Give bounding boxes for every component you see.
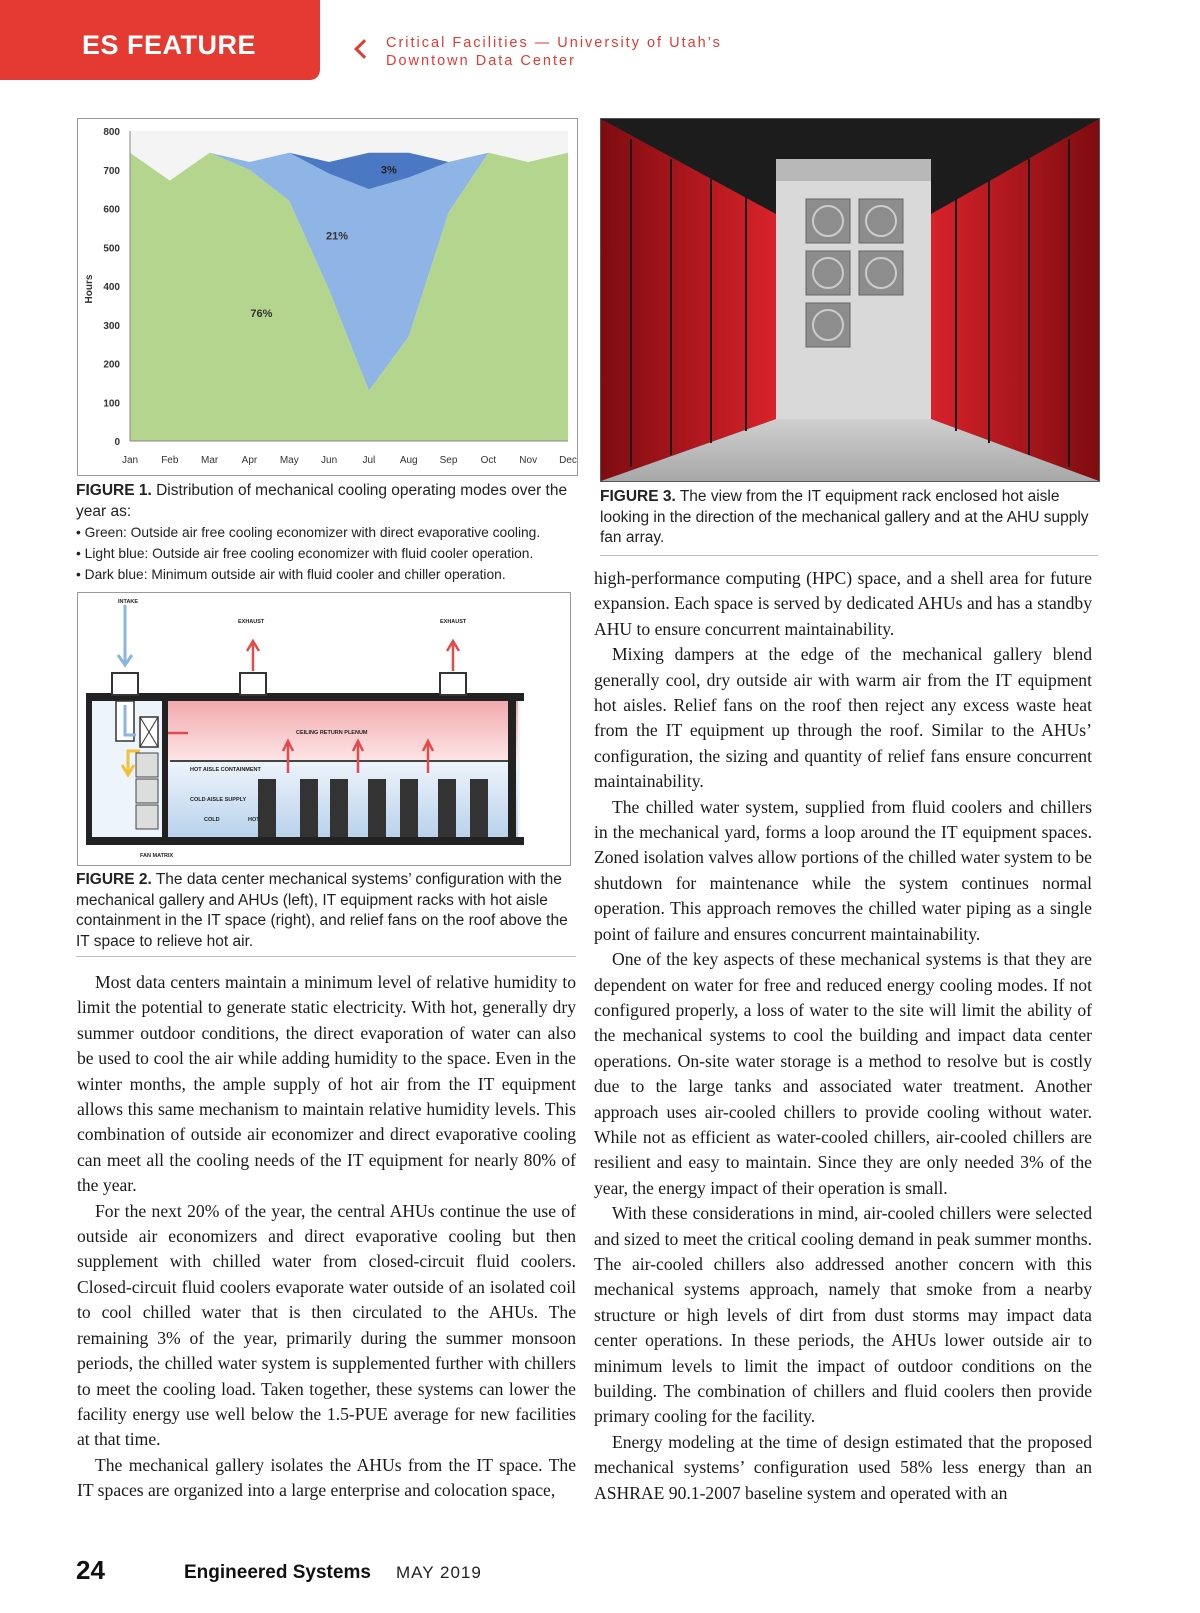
- mechanical-diagram: [78, 593, 570, 865]
- y-tick-label: 800: [103, 127, 120, 138]
- divider: [600, 555, 1098, 556]
- y-tick-label: 700: [103, 165, 120, 177]
- label-plenum: CEILING RETURN PLENUM: [296, 730, 368, 736]
- magazine-name: Engineered Systems: [184, 1562, 371, 1583]
- figure2-caption: [76, 870, 568, 952]
- paragraph: high-performance computing (HPC) space, and a shell area for future expansion. Each space is served by dedicated AHUs and has a standby AHU to ensure concurrent maintainability.: [594, 568, 1092, 639]
- figure1-caption-text: Distribution of mechanical cooling operating modes over the year as:: [76, 482, 568, 520]
- paragraph: For the next 20% of the year, the central AHUs continue the use of outside air economizers and direct evaporative cooling but then supplement with chilled water from closed-circuit fluid coolers. Closed-circuit fluid coolers evaporate water outside of an isolated coil to cool chilled water that is then circulated to the AHUs. The remaining 3% of the year, primarily during the summer monsoon periods, the chilled water system is supplemented further with chillers to meet the cooling load. Taken together, these systems can lower the facility energy use well below the 1.5-PUE average for new facilities at that time.: [77, 1200, 576, 1450]
- body-column-right: [594, 566, 1092, 1506]
- area-chart: [78, 119, 577, 475]
- y-tick-label: 600: [103, 204, 120, 216]
- x-tick-label: May: [279, 455, 299, 466]
- y-tick-label: 200: [103, 359, 120, 371]
- fan-unit: [136, 779, 158, 803]
- running-header-line1: Critical Facilities — University of Utah’s: [386, 35, 722, 51]
- figure3-caption: [600, 487, 1098, 549]
- fan-unit: [136, 753, 158, 777]
- x-tick-label: Dec: [559, 455, 577, 466]
- figure2-diagram: [77, 592, 571, 866]
- x-tick-label: Sep: [439, 455, 458, 466]
- floor: [86, 837, 524, 845]
- x-tick-label: Jan: [121, 455, 139, 466]
- section-label: ES FEATURE: [82, 30, 257, 60]
- ahu-fan-array: [776, 179, 931, 419]
- figure1-bullet: • Dark blue: Minimum outside air with fluid cooler and chiller operation.: [76, 567, 506, 582]
- paragraph: Energy modeling at the time of design estimated that the proposed mechanical systems’ configuration used 58% less energy than an ASHRAE 90.1-2007 baseline system and operated with an: [594, 1431, 1092, 1503]
- y-tick-label: 0: [114, 437, 120, 448]
- label-cold: COLD: [204, 817, 220, 823]
- figure1-chart: [77, 118, 578, 476]
- divider: [76, 956, 576, 957]
- paragraph: One of the key aspects of these mechanical systems is that they are dependent on water for free and reduced energy cooling modes. If not configured properly, a loss of water to the site will limit the ability of the mechanical systems to cool the building and impact data center operations. On-site water storage is a method to resolve but is costly due to the large tanks and associated water treatment. Another approach uses air-cooled chillers to provide cooling without water. While not as efficient as water-cooled chillers, air-cooled chillers are resilient and easy to maintain. Since they are only needed 3% of the year, the energy impact of their operation is small.: [594, 949, 1092, 1198]
- chevron-left-icon[interactable]: [354, 39, 374, 59]
- paragraph: The chilled water system, supplied from fluid coolers and chillers in the mechanical yard, forms a loop around the IT equipment spaces. Zoned isolation valves allow portions of the chilled water system to be shutdown for maintenance while the system continues normal operation. This approach removes the chilled water piping as a single point of failure and ensures concurrent maintainability.: [594, 796, 1092, 944]
- annotation-green: 76%: [250, 308, 273, 320]
- x-tick-label: Apr: [241, 455, 258, 466]
- section-tab: [0, 0, 320, 80]
- paragraph: Most data centers maintain a minimum level of relative humidity to limit the potential to generate static electricity. With hot, generally dry summer outdoor conditions, the direct evaporation of water can also be used to cool the air while adding humidity to the space. Even in the winter months, the ample supply of hot air from the IT equipment allows this same mechanism to maintain relative humidity levels. This combination of outside air economizer and direct evaporative cooling can meet all the cooling needs of the IT equipment for nearly 80% of the year.: [77, 972, 576, 1196]
- x-tick-label: Nov: [519, 455, 538, 466]
- x-tick-label: Mar: [201, 455, 219, 466]
- paragraph: Mixing dampers at the edge of the mechanical gallery blend generally cool, dry outside air with warm air from the IT equipment hot aisles. Relief fans on the roof then reject any excess waste heat from the IT equipment up through the roof. Similar to the AHUs’ configuration, the sizing and quantity of relief fans ensure concurrent maintainability.: [594, 644, 1092, 792]
- left-wall: [86, 693, 92, 845]
- running-header: [386, 34, 722, 70]
- y-tick-label: 100: [103, 398, 120, 410]
- figure1-label: FIGURE 1.: [76, 482, 152, 499]
- figure2-label: FIGURE 2.: [76, 871, 152, 888]
- running-header-line2: Downtown Data Center: [386, 53, 576, 69]
- gallery-wall: [162, 701, 168, 837]
- x-tick-label: Feb: [161, 455, 179, 466]
- annotation-lightblue: 21%: [326, 230, 349, 243]
- paragraph: The mechanical gallery isolates the AHUs from the IT space. The IT spaces are organized into a large enterprise and colocation space,: [77, 1454, 576, 1501]
- intake-hood: [112, 673, 138, 695]
- figure3-label: FIGURE 3.: [600, 488, 676, 505]
- y-tick-label: 300: [103, 320, 120, 332]
- label-fan-matrix: FAN MATRIX: [140, 853, 174, 859]
- x-tick-label: Jul: [362, 455, 376, 466]
- relief-fan-2: [440, 673, 466, 695]
- page-number: 24: [76, 1555, 105, 1585]
- x-tick-label: Aug: [399, 455, 418, 466]
- fan-unit: [136, 805, 158, 829]
- right-wall: [508, 693, 516, 845]
- figure2-caption-text: The data center mechanical systems’ configuration with the mechanical gallery and AHUs (left), IT equipment racks with hot aisle containment in the IT space (right), and relief fans on the roof above the IT space to relieve hot air.: [76, 871, 568, 950]
- figure3-caption-text: The view from the IT equipment rack enclosed hot aisle looking in the direction of the mechanical gallery and at the AHU supply fan array.: [600, 488, 1089, 546]
- label-intake: INTAKE: [118, 599, 139, 605]
- label-hot-aisle: HOT AISLE CONTAINMENT: [190, 767, 261, 773]
- label-cold-supply: COLD AISLE SUPPLY: [190, 797, 247, 803]
- y-tick-label: 500: [103, 243, 120, 255]
- label-exhaust: EXHAUST: [238, 619, 265, 625]
- label-exhaust: EXHAUST: [440, 619, 467, 625]
- issue-date: MAY 2019: [396, 1563, 482, 1582]
- figure3-photo: [600, 118, 1100, 482]
- relief-fan-1: [240, 673, 266, 695]
- label-hot: HOT: [248, 817, 260, 823]
- paragraph: With these considerations in mind, air-cooled chillers were selected and sized to meet the critical cooling demand in peak summer months. The air-cooled chillers also addressed another concern with this mechanical systems approach, namely that smoke from a nearby structure or high levels of dirt from dust storms may impact data center operations. In these periods, the AHUs lower outside air to minimum levels to limit the impact of outdoor conditions on the building. The combination of chillers and fluid coolers then provide primary cooling for the facility.: [594, 1203, 1092, 1427]
- y-axis-label: Hours: [84, 274, 95, 304]
- x-tick-label: Jun: [321, 455, 338, 466]
- hot-aisle-photo: [601, 119, 1099, 481]
- figure1-caption: [76, 480, 576, 585]
- figure1-bullet: • Light blue: Outside air free cooling economizer with fluid cooler operation.: [76, 546, 534, 561]
- x-tick-label: Oct: [480, 455, 497, 466]
- y-tick-label: 400: [103, 282, 120, 293]
- annotation-darkblue: 3%: [380, 164, 397, 177]
- figure1-bullet: • Green: Outside air free cooling economizer with direct evaporative cooling.: [76, 525, 541, 540]
- body-column-left: [77, 970, 576, 1504]
